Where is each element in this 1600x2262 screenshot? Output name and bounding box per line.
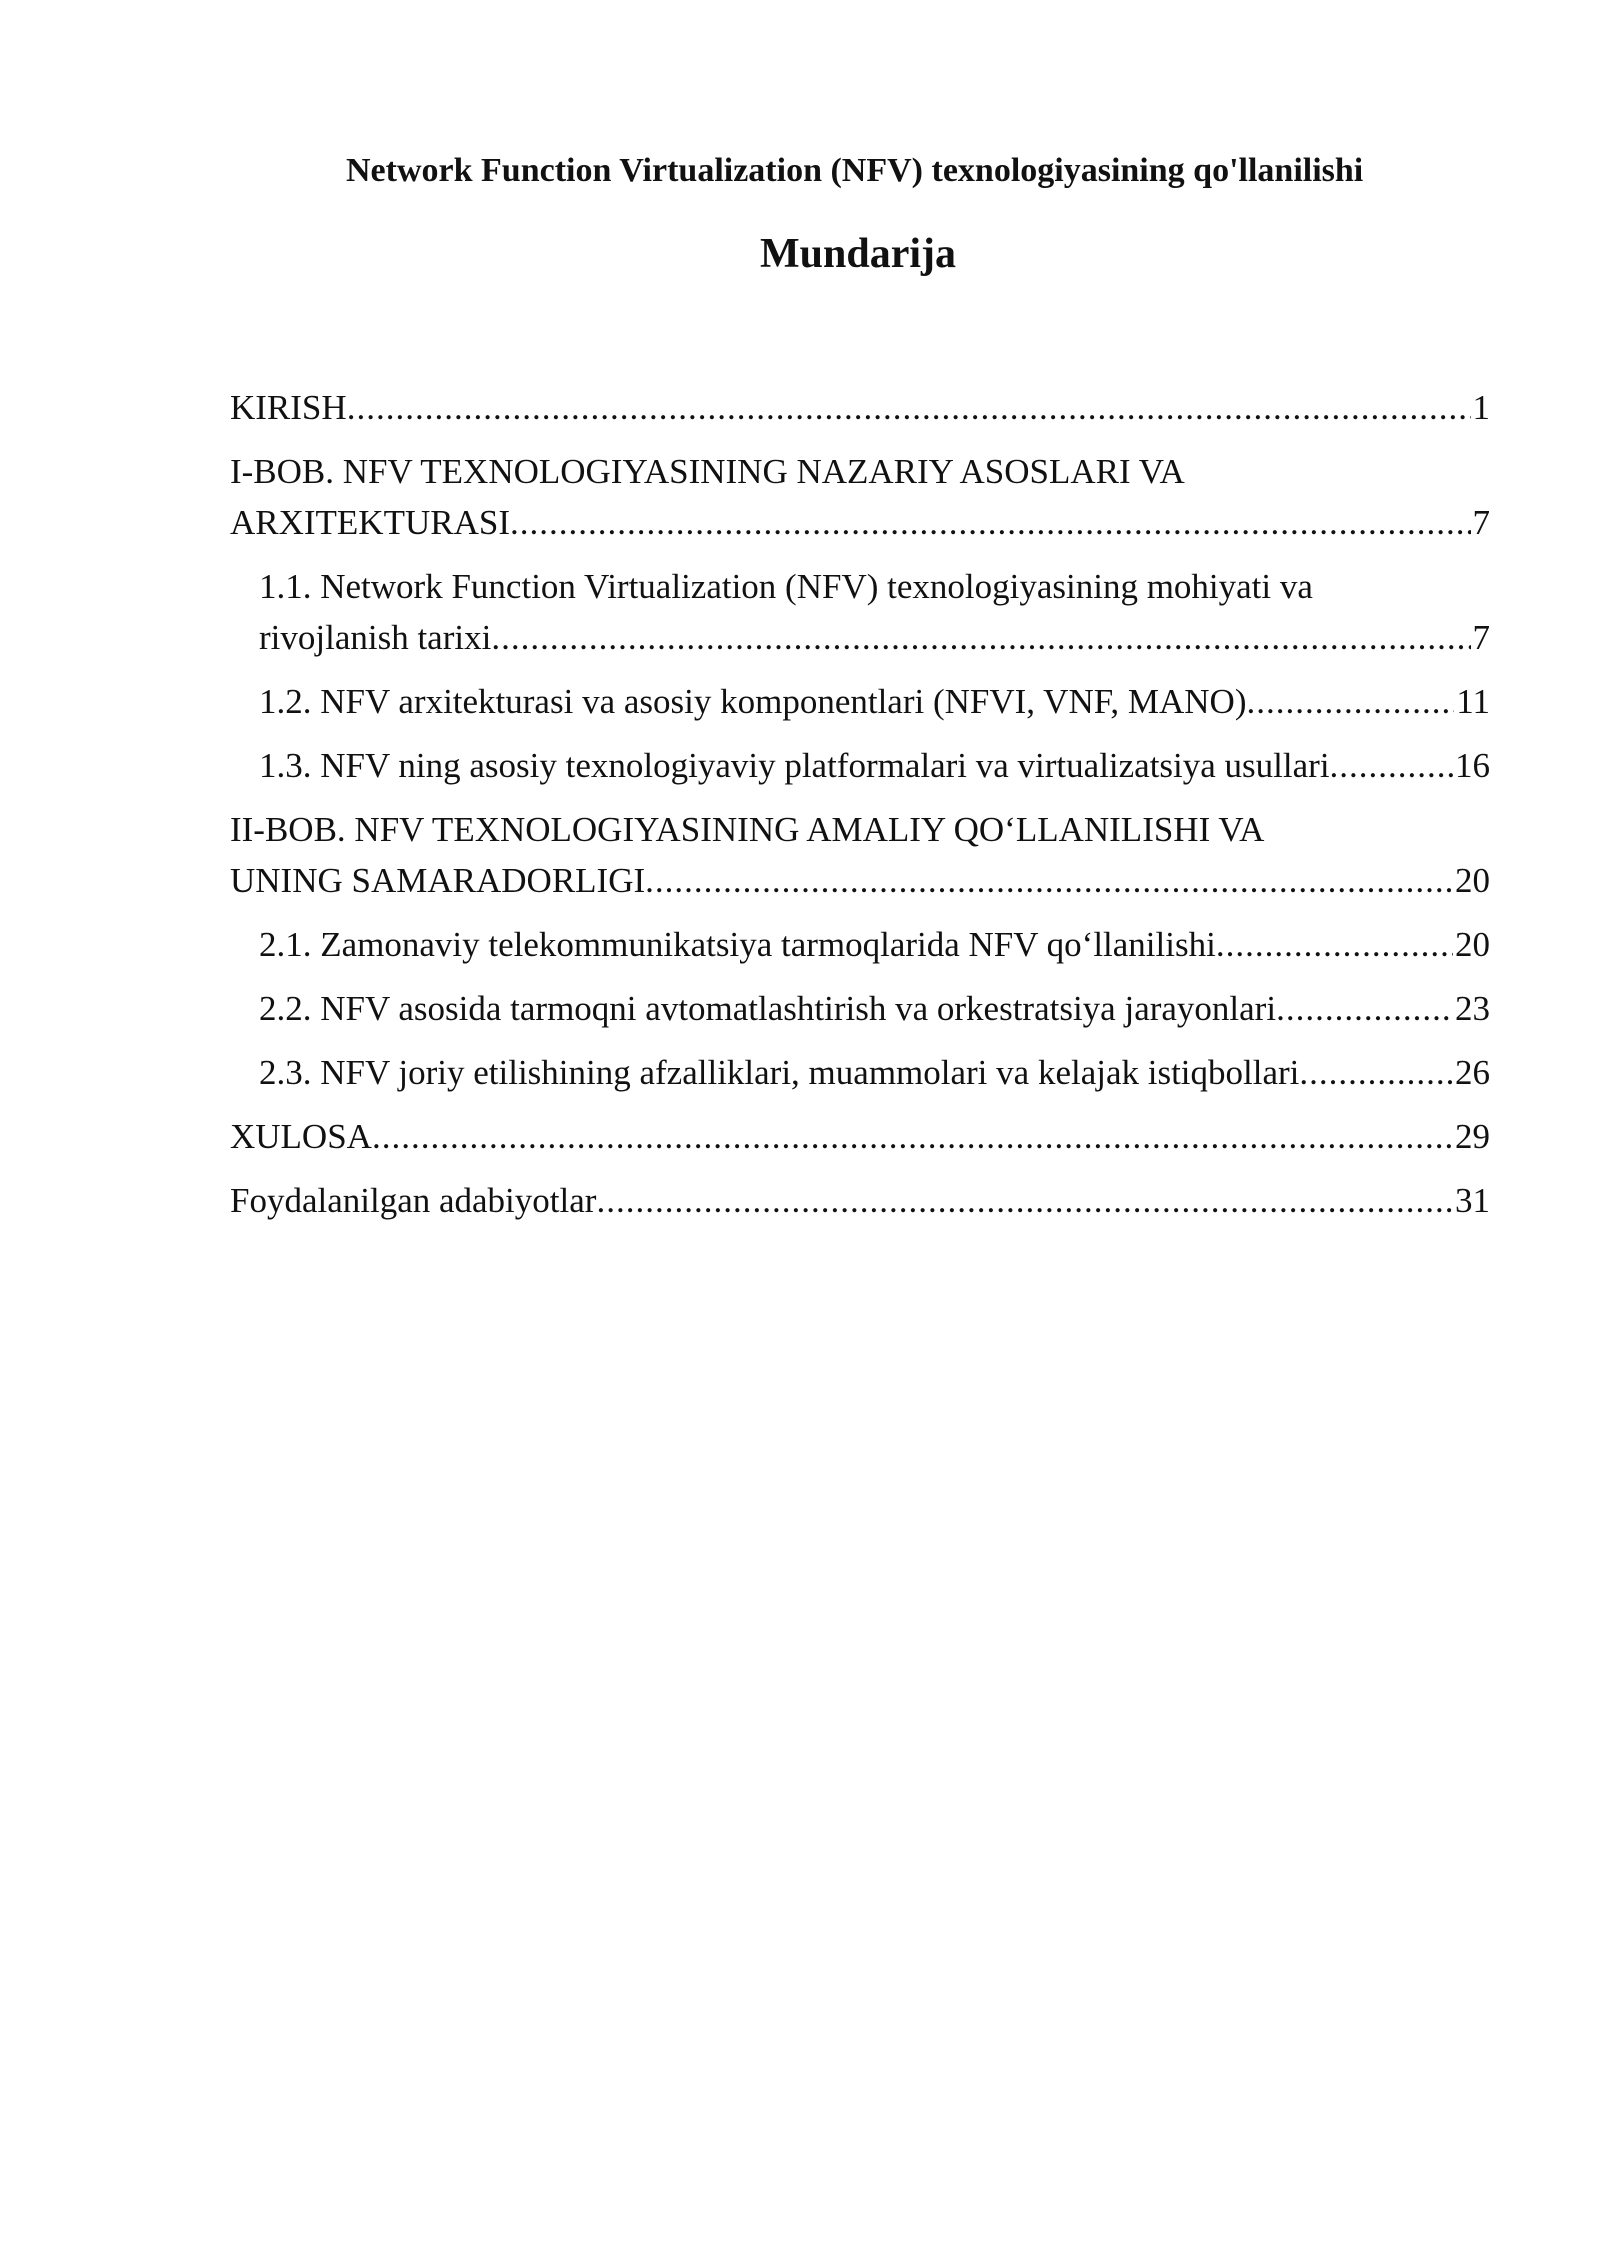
toc-leader-dots bbox=[1299, 1047, 1453, 1098]
toc-entry-text: 1.3. NFV ning asosiy texnologiyaviy platformalari va virtualizatsiya usullari bbox=[259, 746, 1330, 785]
toc-entry-section-2-1[interactable] bbox=[230, 919, 1490, 970]
toc-leader-dots bbox=[510, 497, 1471, 548]
toc-entry-section-2-3[interactable] bbox=[230, 1047, 1490, 1098]
toc-entry-text: XULOSA bbox=[230, 1117, 372, 1156]
toc-entry-section-2-2[interactable] bbox=[230, 983, 1490, 1034]
toc-page-number: 7 bbox=[1472, 503, 1490, 542]
toc-page-number: 26 bbox=[1455, 1053, 1490, 1092]
toc-entry-section-1-3[interactable] bbox=[230, 740, 1490, 791]
toc-leader-dots bbox=[1216, 919, 1453, 970]
toc-entry-text: 2.2. NFV asosida tarmoqni avtomatlashtirish va orkestratsiya jarayonlari bbox=[259, 989, 1277, 1028]
toc-leader-dots bbox=[1330, 740, 1453, 791]
toc-leader-dots bbox=[645, 855, 1453, 906]
toc-heading: Mundarija bbox=[759, 231, 956, 277]
toc-page-number: 20 bbox=[1455, 861, 1490, 900]
toc-entry-text: 2.1. Zamonaviy telekommunikatsiya tarmoqlarida NFV qo‘llanilishi bbox=[259, 925, 1216, 964]
toc-leader-dots bbox=[372, 1111, 1453, 1162]
toc-page-number: 29 bbox=[1455, 1117, 1490, 1156]
toc-entry-text: 2.3. NFV joriy etilishining afzalliklari, muammolari va kelajak istiqbollari bbox=[259, 1053, 1300, 1092]
toc-entry-text: 1.2. NFV arxitekturasi va asosiy komponentlari (NFVI, VNF, MANO) bbox=[259, 682, 1247, 721]
toc-leader-dots bbox=[491, 612, 1470, 663]
toc-page-number: 7 bbox=[1472, 618, 1490, 657]
toc-entry-text: rivojlanish tarixi bbox=[259, 618, 492, 657]
toc-page-number: 16 bbox=[1455, 746, 1490, 785]
toc-page-number: 20 bbox=[1455, 925, 1490, 964]
toc-page-number: 11 bbox=[1456, 682, 1490, 721]
toc-entry-references[interactable] bbox=[230, 1175, 1490, 1226]
toc-entry-xulosa[interactable] bbox=[230, 1111, 1490, 1162]
toc-leader-dots bbox=[1276, 983, 1453, 1034]
toc-entry-text: KIRISH bbox=[230, 388, 347, 427]
toc-entry-section-1-1[interactable] bbox=[230, 561, 1490, 663]
toc-entry-text-line1: 1.1. Network Function Virtualization (NFV) texnologiyasining mohiyati va bbox=[259, 567, 1313, 606]
toc-entry-text: ARXITEKTURASI bbox=[230, 503, 510, 542]
toc-leader-dots bbox=[596, 1175, 1453, 1226]
toc-page-number: 1 bbox=[1472, 388, 1490, 427]
toc-leader-dots bbox=[347, 382, 1471, 433]
document-title: Network Function Virtualization (NFV) texnologiyasining qo'llanilishi bbox=[346, 152, 1364, 189]
toc-entry-chapter-2[interactable] bbox=[230, 804, 1490, 906]
toc-entry-text: UNING SAMARADORLIGI bbox=[230, 861, 646, 900]
toc-entry-text: Foydalanilgan adabiyotlar bbox=[230, 1181, 597, 1220]
toc-entry-section-1-2[interactable] bbox=[230, 676, 1490, 727]
toc-entry-text-line1: I-BOB. NFV TEXNOLOGIYASINING NAZARIY ASOSLARI VA bbox=[230, 452, 1185, 491]
toc-entry-chapter-1[interactable] bbox=[230, 446, 1490, 548]
toc-page-number: 31 bbox=[1455, 1181, 1490, 1220]
toc-entry-kirish[interactable] bbox=[230, 382, 1490, 433]
table-of-contents bbox=[230, 382, 1490, 1239]
toc-page-number: 23 bbox=[1455, 989, 1490, 1028]
toc-leader-dots bbox=[1247, 676, 1455, 727]
toc-entry-text-line1: II-BOB. NFV TEXNOLOGIYASINING AMALIY QO‘LLANILISHI VA bbox=[230, 810, 1265, 849]
